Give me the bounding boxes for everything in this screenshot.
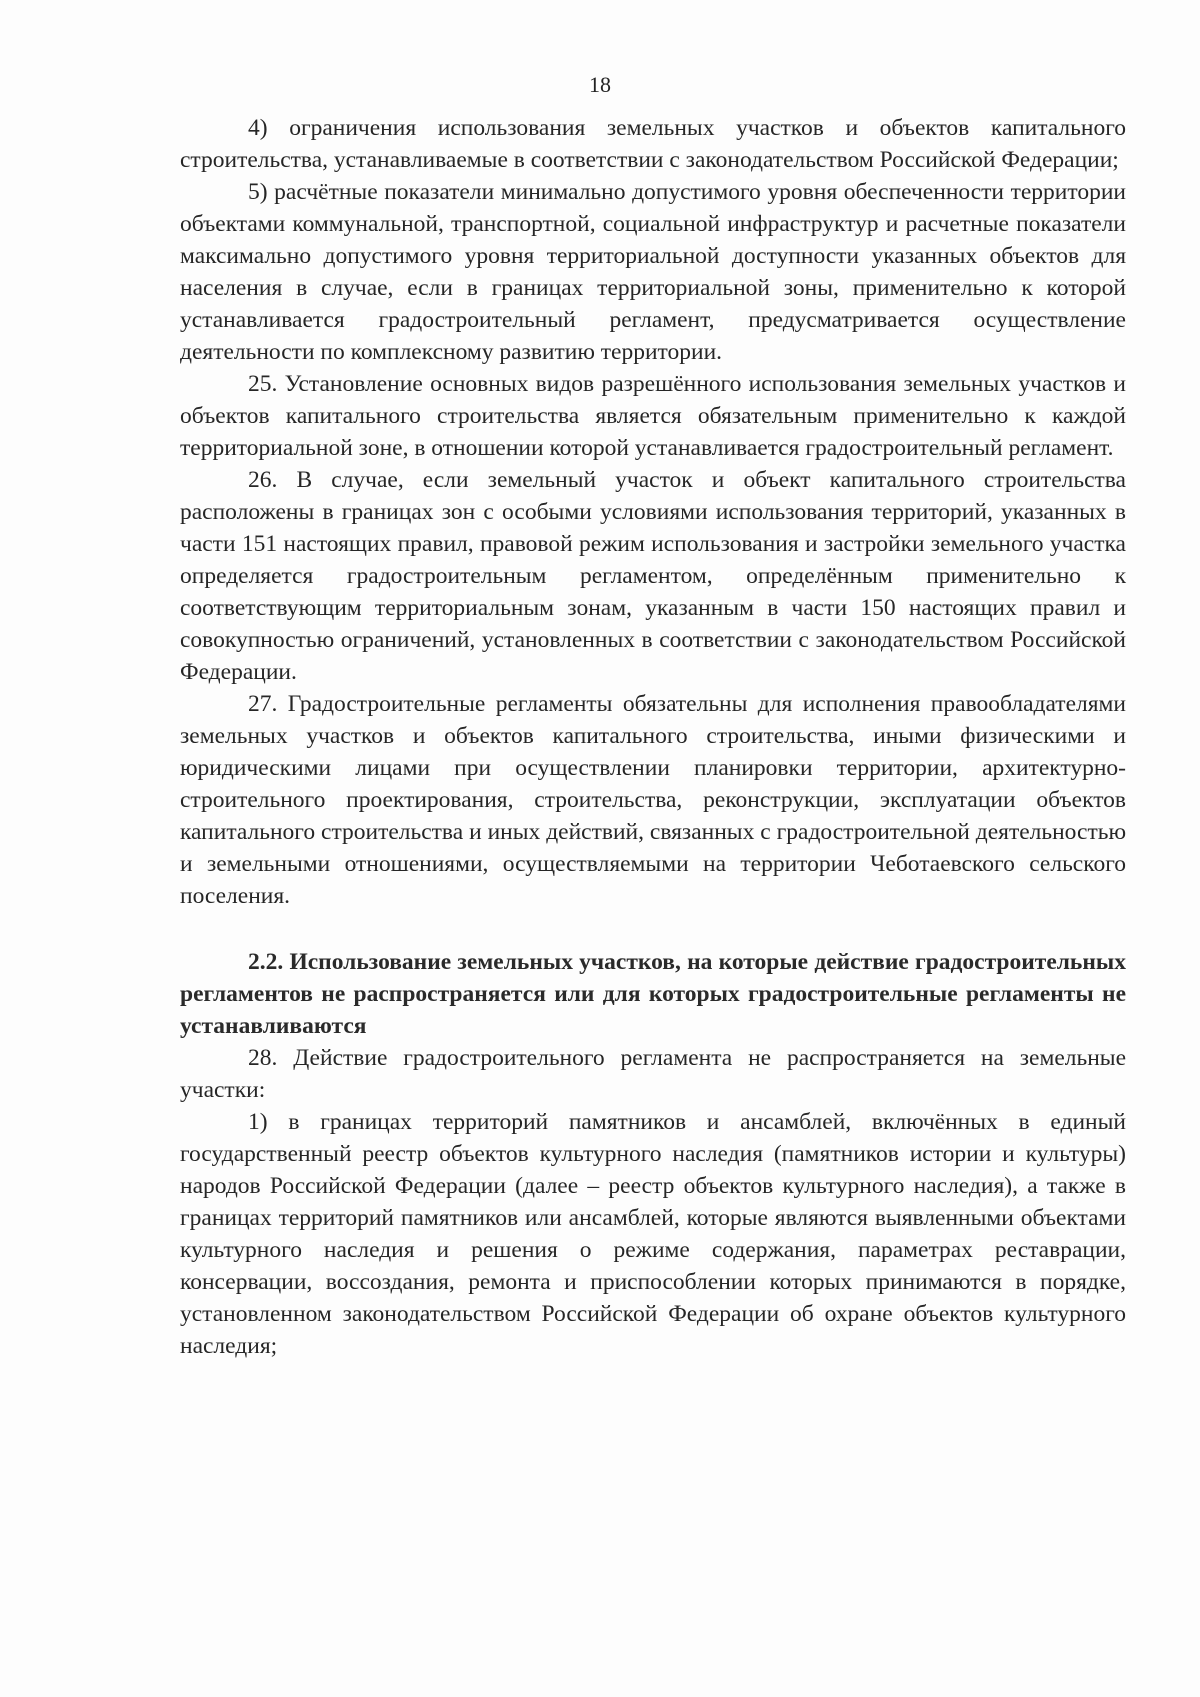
paragraph-28: 28. Действие градостроительного регламента не распространяется на земельные участки: (180, 1045, 1126, 1103)
section-heading: 2.2. Использование земельных участков, на которые действие градостроительных регламентов не распространяется или для которых градостроительные регламенты не устанавливаются (180, 949, 1126, 1039)
paragraph-25: 25. Установление основных видов разрешённого использования земельных участков и объектов капитального строительства является обязательным применительно к каждой территориальной зоне, в отношении которой устанавливается градостроительный регламент. (180, 371, 1126, 461)
paragraph-28-item-1: 1) в границах территорий памятников и ансамблей, включённых в единый государственный реестр объектов культурного наследия (памятников истории и культуры) народов Российской Федерации (далее – реестр объектов культурного наследия), а также в границах территорий памятников или ансамблей, которые являются выявленными объектами культурного наследия и решения о режиме содержания, параметрах реставрации, консервации, воссоздания, ремонта и приспособлении которых принимаются в порядке, установленном законодательством Российской Федерации об охране объектов культурного наследия; (180, 1109, 1126, 1359)
page-number: 18 (589, 72, 611, 97)
paragraph-26: 26. В случае, если земельный участок и объект капитального строительства расположены в границах зон с особыми условиями использования территорий, указанных в части 151 настоящих правил, правовой режим использования и застройки земельного участка определяется градостроительным регламентом, определённым применительно к соответствующим территориальным зонам, указанным в части 150 настоящих правил и совокупностью ограничений, установленных в соответствии с законодательством Российской Федерации. (180, 467, 1126, 685)
paragraph-27: 27. Градостроительные регламенты обязательны для исполнения правообладателями земельных участков и объектов капитального строительства, иными физическими и юридическими лицами при осуществлении планировки территории, архитектурно-строительного проектирования, строительства, реконструкции, эксплуатации объектов капитального строительства и иных действий, связанных с градостроительной деятельностью и земельными отношениями, осуществляемыми на территории Чеботаевского сельского поселения. (180, 691, 1126, 909)
document-body (180, 112, 1126, 1362)
paragraph-item-5: 5) расчётные показатели минимально допустимого уровня обеспеченности территории объектами коммунальной, транспортной, социальной инфраструктур и расчетные показатели максимально допустимого уровня территориальной доступности указанных объектов для населения в случае, если в границах территориальной зоны, применительно к которой устанавливается градостроительный регламент, предусматривается осуществление деятельности по комплексному развитию территории. (180, 179, 1126, 365)
paragraph-item-4: 4) ограничения использования земельных участков и объектов капитального строительства, устанавливаемые в соответствии с законодательством Российской Федерации; (180, 115, 1126, 173)
